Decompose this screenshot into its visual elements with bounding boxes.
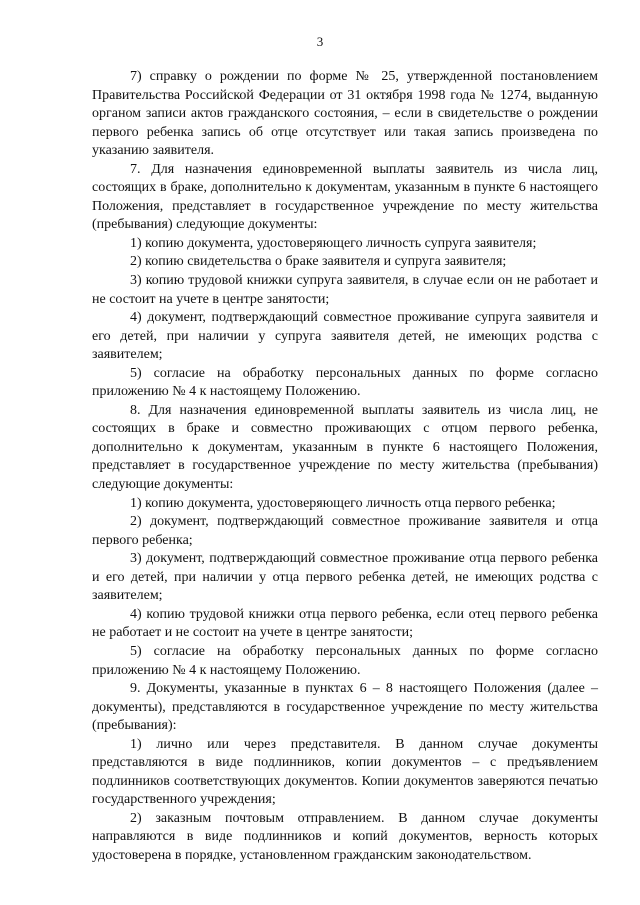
paragraph-section-8-item-4: 4) копию трудовой книжки отца первого ребенка, если отец первого ребенка не работает и не состоит на учете в центре занятости; <box>92 606 598 641</box>
paragraph-item-7-birth-certificate: 7) справку о рождении по форме № 25, утвержденной постановлением Правительства Российской Федерации от 31 октября 1998 года № 1274, выданную органом записи актов гражданского состояния, – если в свидетельстве о рождении первого ребенка запись об отце отсутствует или такая запись произведена по указанию заявителя. <box>92 69 598 159</box>
paragraph-section-9-item-2: 2) заказным почтовым отправлением. В данном случае документы направляются в виде подлинников и копий документов, верность которых удостоверена в порядке, установленном гражданским законодательством. <box>92 810 598 863</box>
paragraph-section-9: 9. Документы, указанные в пунктах 6 – 8 настоящего Положения (далее – документы), представляются в государственное учреждение по месту жительства (пребывания): <box>92 681 598 734</box>
document-body <box>92 68 598 866</box>
paragraph-section-8-item-1: 1) копию документа, удостоверяющего личность отца первого ребенка; <box>130 495 556 511</box>
paragraph-section-7-item-2: 2) копию свидетельства о браке заявителя и супруга заявителя; <box>130 254 507 270</box>
page-number: 3 <box>316 34 324 49</box>
paragraph-section-7-item-5: 5) согласие на обработку персональных данных по форме согласно приложению № 4 к настоящему Положению. <box>92 365 598 400</box>
paragraph-section-8-item-5: 5) согласие на обработку персональных данных по форме согласно приложению № 4 к настоящему Положению. <box>92 643 598 678</box>
paragraph-section-7-item-3: 3) копию трудовой книжки супруга заявителя, в случае если он не работает и не состоит на учете в центре занятости; <box>92 273 598 307</box>
paragraph-section-8: 8. Для назначения единовременной выплаты заявитель из числа лиц, не состоящих в браке и совместно проживающих с отцом первого ребенка, дополнительно к документам, указанным в пункте 6 настоящего Положения, представляет в государственное учреждение по месту жительства (пребывания) следующие документы: <box>92 402 598 493</box>
paragraph-section-8-item-2: 2) документ, подтверждающий совместное проживание заявителя и отца первого ребенка; <box>92 514 598 548</box>
paragraph-section-8-item-3: 3) документ, подтверждающий совместное проживание отца первого ребенка и его детей, при наличии у отца первого ребенка детей, не имеющих родства с заявителем; <box>92 551 598 604</box>
paragraph-section-7-item-1: 1) копию документа, удостоверяющего личность супруга заявителя; <box>130 235 537 251</box>
paragraph-section-9-item-1: 1) лично или через представителя. В данном случае документы представляются в виде подлинников, копии документов – с предъявлением подлинников соответствующих документов. Копии документов заверяются печатью государственного учреждения; <box>92 736 598 808</box>
paragraph-section-7-item-4: 4) документ, подтверждающий совместное проживание супруга заявителя и его детей, при наличии у супруга заявителя детей, не имеющих родства с заявителем; <box>92 310 598 363</box>
paragraph-section-7: 7. Для назначения единовременной выплаты заявитель из числа лиц, состоящих в браке, дополнительно к документам, указанным в пункте 6 настоящего Положения, представляет в государственное учреждение по месту жительства (пребывания) следующие документы: <box>92 161 598 233</box>
